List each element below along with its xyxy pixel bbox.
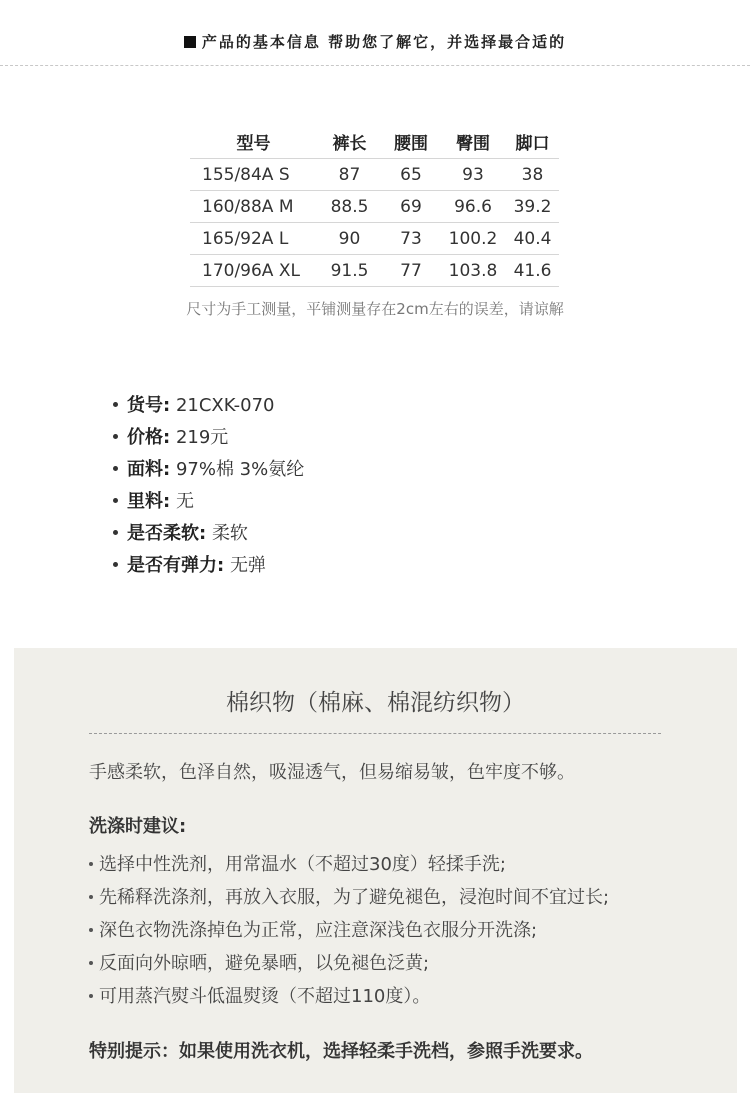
- info-label: 是否有弹力:: [127, 555, 225, 576]
- column-header-length: 裤长: [332, 133, 367, 154]
- cell-hip: 96.6: [440, 191, 506, 223]
- bullet-icon: [113, 498, 118, 503]
- size-table: [190, 124, 559, 287]
- section-header: [0, 0, 750, 66]
- dashed-divider: [89, 733, 661, 734]
- list-item: [89, 980, 609, 1013]
- info-label: 里料:: [127, 491, 171, 512]
- cell-hem: 38: [506, 159, 559, 191]
- info-value: 柔软: [211, 523, 248, 544]
- care-panel: [14, 648, 737, 1093]
- section-title-text: 产品的基本信息 帮助您了解它，并选择最合适的: [201, 33, 567, 51]
- table-row: [190, 159, 559, 191]
- cell-waist: 69: [382, 191, 440, 223]
- info-item-sku: [113, 390, 304, 422]
- list-item-text: 反面向外晾晒，避免暴晒，以免褪色泛黄;: [99, 953, 430, 974]
- list-item: [89, 848, 609, 881]
- cell-hip: 93: [440, 159, 506, 191]
- cell-hip: 103.8: [440, 255, 506, 287]
- bullet-icon: [89, 895, 93, 899]
- cell-model: 170/96A XL: [190, 255, 317, 287]
- list-item-text: 可用蒸汽熨斗低温熨烫（不超过110度）。: [99, 986, 431, 1007]
- info-item-softness: [113, 518, 304, 550]
- column-header-model: 型号: [236, 133, 271, 154]
- table-row: [190, 191, 559, 223]
- cell-waist: 77: [382, 255, 440, 287]
- bullet-icon: [89, 994, 93, 998]
- info-value: 无: [175, 491, 194, 512]
- special-tip: 特别提示：如果使用洗衣机，选择轻柔手洗档，参照手洗要求。: [89, 1041, 593, 1062]
- cell-waist: 73: [382, 223, 440, 255]
- bullet-icon: [89, 862, 93, 866]
- care-title: 棉织物（棉麻、棉混纺织物）: [226, 690, 525, 716]
- info-label: 价格:: [127, 427, 171, 448]
- list-item-text: 选择中性洗剂，用常温水（不超过30度）轻揉手洗;: [99, 854, 506, 875]
- cell-length: 90: [317, 223, 382, 255]
- info-value: 219元: [175, 427, 229, 448]
- table-row: [190, 255, 559, 287]
- cell-model: 165/92A L: [190, 223, 317, 255]
- size-table-header: [190, 124, 559, 159]
- list-item-text: 先稀释洗涤剂，再放入衣服，为了避免褪色，浸泡时间不宜过长;: [99, 887, 610, 908]
- cell-hem: 41.6: [506, 255, 559, 287]
- list-item: [89, 914, 609, 947]
- wash-advice-title: 洗涤时建议:: [89, 816, 187, 837]
- square-bullet-icon: [184, 36, 196, 48]
- cell-hip: 100.2: [440, 223, 506, 255]
- bullet-icon: [89, 928, 93, 932]
- info-value: 无弹: [229, 555, 266, 576]
- info-label: 面料:: [127, 459, 171, 480]
- list-item: [89, 881, 609, 914]
- column-header-waist: 腰围: [394, 133, 428, 154]
- cell-model: 155/84A S: [190, 159, 317, 191]
- bullet-icon: [113, 466, 118, 471]
- wash-advice-list: [89, 848, 609, 1013]
- list-item: [89, 947, 609, 980]
- info-item-price: [113, 422, 304, 454]
- column-header-hem: 脚口: [515, 133, 550, 154]
- cell-length: 88.5: [317, 191, 382, 223]
- bullet-icon: [113, 402, 118, 407]
- info-value: 21CXK-070: [175, 395, 275, 416]
- section-title: [0, 31, 750, 52]
- info-value: 97%棉 3%氨纶: [175, 459, 305, 480]
- info-label: 货号:: [127, 395, 171, 416]
- bullet-icon: [113, 434, 118, 439]
- bullet-icon: [113, 530, 118, 535]
- column-header-hip: 臀围: [456, 133, 490, 154]
- care-description: 手感柔软，色泽自然，吸湿透气，但易缩易皱，色牢度不够。: [89, 762, 575, 783]
- info-item-lining: [113, 486, 304, 518]
- size-note: 尺寸为手工测量，平铺测量存在2cm左右的误差，请谅解: [186, 300, 564, 318]
- info-label: 是否柔软:: [127, 523, 207, 544]
- info-item-elasticity: [113, 550, 304, 582]
- cell-hem: 40.4: [506, 223, 559, 255]
- table-row: [190, 223, 559, 255]
- info-item-fabric: [113, 454, 304, 486]
- bullet-icon: [89, 961, 93, 965]
- cell-length: 91.5: [317, 255, 382, 287]
- bullet-icon: [113, 562, 118, 567]
- cell-model: 160/88A M: [190, 191, 317, 223]
- cell-length: 87: [317, 159, 382, 191]
- list-item-text: 深色衣物洗涤掉色为正常，应注意深浅色衣服分开洗涤;: [99, 920, 538, 941]
- cell-waist: 65: [382, 159, 440, 191]
- cell-hem: 39.2: [506, 191, 559, 223]
- product-info-list: [113, 390, 304, 582]
